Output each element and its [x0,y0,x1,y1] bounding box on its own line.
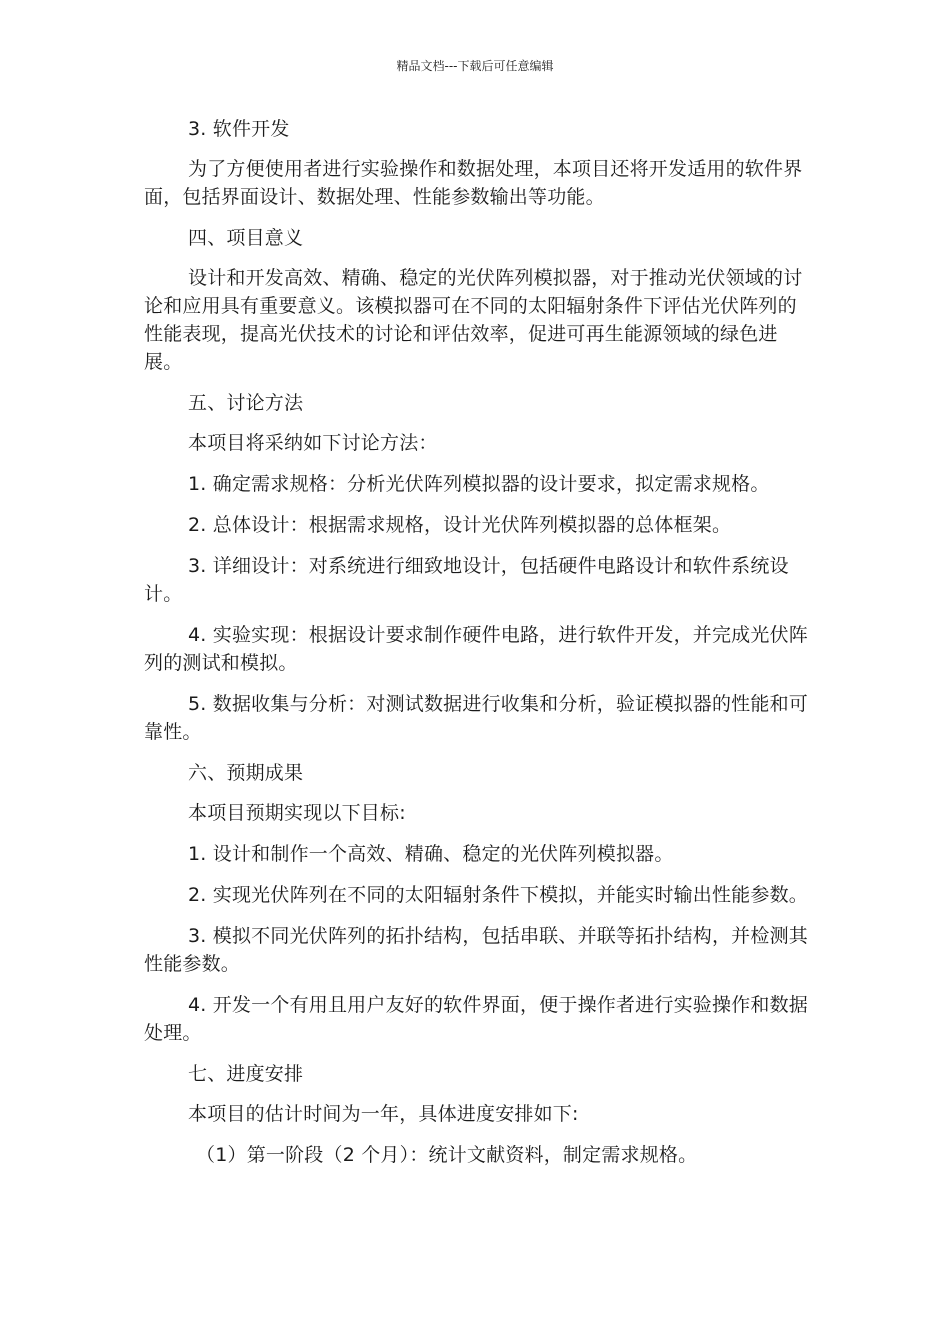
section-significance-title: 四、项目意义 [188,227,304,249]
section-method-intro: 本项目将采纳如下讨论方法： [188,432,438,454]
page-header: 精品文档---下载后可任意编辑 [396,59,554,73]
method-item: 1. 确定需求规格：分析光伏阵列模拟器的设计要求，拟定需求规格。 [188,473,770,495]
method-item: 2. 总体设计：根据需求规格，设计光伏阵列模拟器的总体框架。 [188,514,732,536]
section-schedule-intro: 本项目的估计时间为一年，具体进度安排如下: [188,1103,579,1125]
method-item: 5. 数据收集与分析：对测试数据进行收集和分析，验证模拟器的性能和可靠性。 [144,693,808,743]
results-item: 1. 设计和制作一个高效、精确、稳定的光伏阵列模拟器。 [188,843,674,865]
method-item: 4. 实验实现：根据设计要求制作硬件电路，进行软件开发，并完成光伏阵列的测试和模拟。 [144,624,808,674]
section-results-intro: 本项目预期实现以下目标: [188,802,406,824]
results-item: 2. 实现光伏阵列在不同的太阳辐射条件下模拟，并能实时输出性能参数。 [188,884,808,906]
section-software-body: 为了方便使用者进行实验操作和数据处理，本项目还将开发适用的软件界面，包括界面设计、数据处理、性能参数输出等功能。 [144,158,803,208]
section-significance-body: 设计和开发高效、精确、稳定的光伏阵列模拟器，对于推动光伏领域的讨论和应用具有重要意义。该模拟器可在不同的太阳辐射条件下评估光伏阵列的性能表现，提高光伏技术的讨论和评估效率，促进可再生能源领域的绿色进展。 [144,267,803,373]
section-software-title: 3. 软件开发 [188,118,290,140]
schedule-item: （1）第一阶段（2 个月）：统计文献资料，制定需求规格。 [196,1144,698,1166]
section-results-title: 六、预期成果 [188,762,304,784]
section-method-title: 五、讨论方法 [188,392,304,414]
section-schedule-title: 七、进度安排 [188,1063,304,1085]
document-body [144,115,808,1182]
results-item: 4. 开发一个有用且用户友好的软件界面，便于操作者进行实验操作和数据处理。 [144,994,808,1044]
results-item: 3. 模拟不同光伏阵列的拓扑结构，包括串联、并联等拓扑结构，并检测其性能参数。 [144,925,808,975]
method-item: 3. 详细设计：对系统进行细致地设计，包括硬件电路设计和软件系统设计。 [144,555,789,605]
